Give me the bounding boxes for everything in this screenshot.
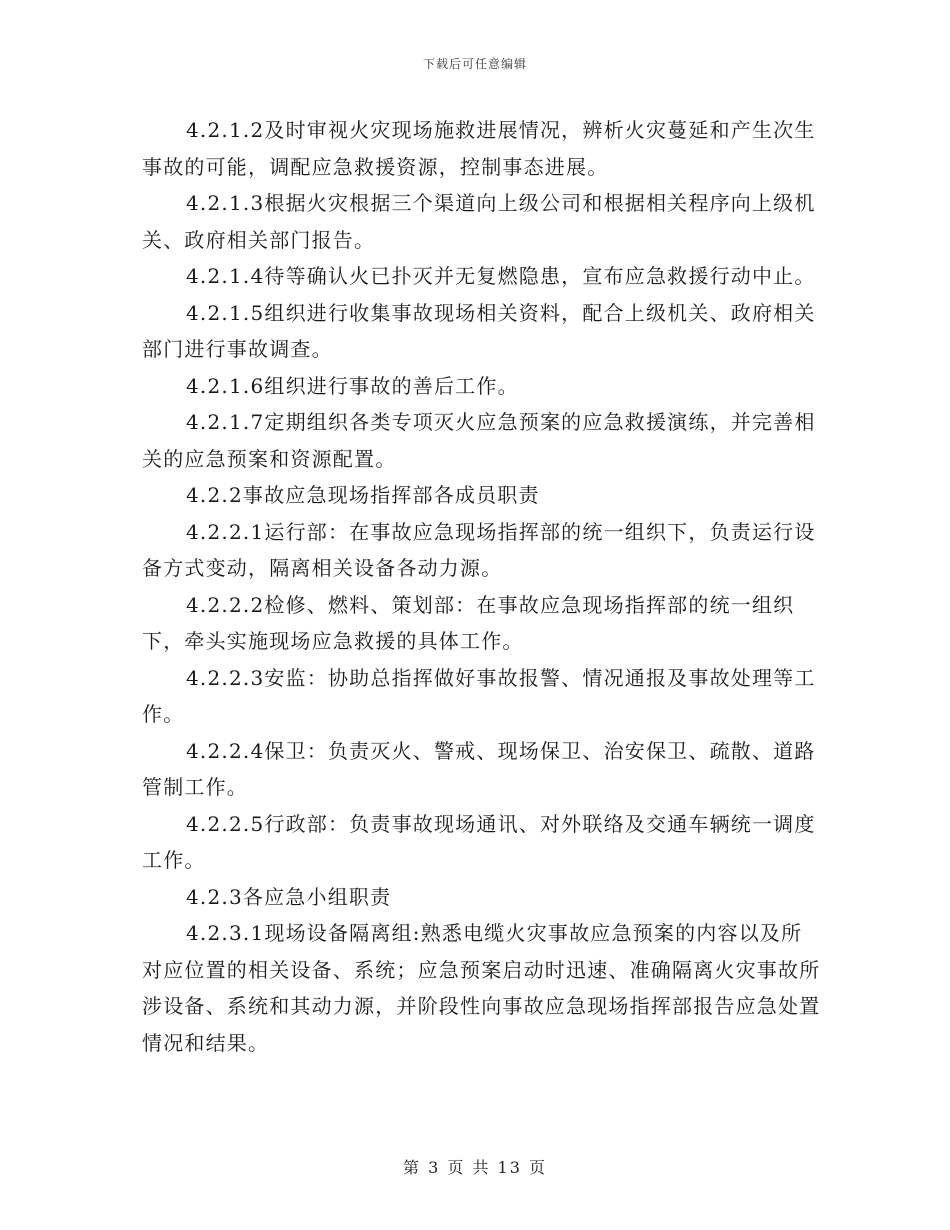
paragraph-4-2-2-5: 4.2.2.5行政部：负责事故现场通讯、对外联络及交通车辆统一调度工作。	[142, 811, 816, 872]
document-body	[142, 112, 822, 1061]
paragraph-4-2-1-3: 4.2.1.3根据火灾根据三个渠道向上级公司和根据相关程序向上级机关、政府相关部门报告。	[142, 191, 816, 252]
paragraph-4-2-2-1: 4.2.2.1运行部：在事故应急现场指挥部的统一组织下，负责运行设备方式变动，隔离相关设备各动力源。	[142, 519, 816, 580]
paragraph-4-2-1-5: 4.2.1.5组织进行收集事故现场相关资料，配合上级机关、政府相关部门进行事故调查。	[142, 300, 816, 361]
paragraph-4-2-1-7: 4.2.1.7定期组织各类专项灭火应急预案的应急救援演练，并完善相关的应急预案和资源配置。	[142, 410, 816, 471]
paragraph-4-2-3-1: 4.2.3.1现场设备隔离组:熟悉电缆火灾事故应急预案的内容以及所对应位置的相关设备、系统；应急预案启动时迅速、准确隔离火灾事故所涉设备、系统和其动力源，并阶段性向事故应急现场指挥部报告应急处置情况和结果。	[142, 921, 821, 1055]
paragraph-4-2-1-2: 4.2.1.2及时审视火灾现场施救进展情况，辨析火灾蔓延和产生次生事故的可能，调配应急救援资源，控制事态进展。	[142, 118, 816, 179]
paragraph-4-2-1-4: 4.2.1.4待等确认火已扑灭并无复燃隐患，宣布应急救援行动中止。	[186, 264, 816, 288]
section-heading-4-2-3: 4.2.3各应急小组职责	[186, 884, 392, 909]
paragraph-4-2-2-2: 4.2.2.2检修、燃料、策划部：在事故应急现场指挥部的统一组织下，牵头实施现场应急救援的具体工作。	[142, 592, 795, 653]
paragraph-4-2-2-3: 4.2.2.3安监：协助总指挥做好事故报警、情况通报及事故处理等工作。	[142, 665, 816, 726]
paragraph-4-2-1-6: 4.2.1.6组织进行事故的善后工作。	[186, 373, 519, 398]
page-header: 下载后可任意编辑	[422, 57, 527, 71]
section-heading-4-2-2: 4.2.2事故应急现场指挥部各成员职责	[186, 483, 540, 507]
page-footer: 第 3 页 共 13 页	[403, 1158, 547, 1177]
paragraph-4-2-2-4: 4.2.2.4保卫：负责灭火、警戒、现场保卫、治安保卫、疏散、道路管制工作。	[142, 738, 816, 799]
